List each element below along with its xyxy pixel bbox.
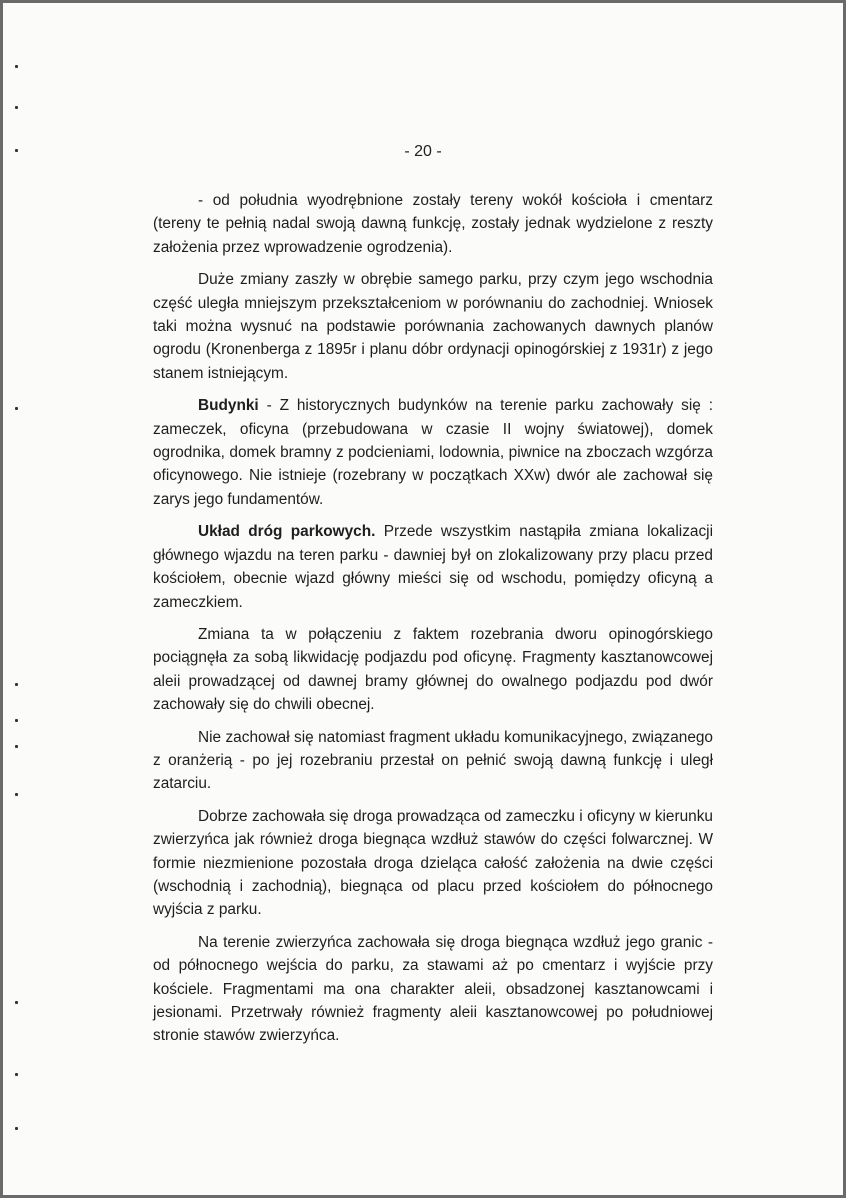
document-body bbox=[153, 189, 713, 1057]
paragraph-8: Na terenie zwierzyńca zachowała się droga biegnąca wzdłuż jego granic - od północnego wejścia do parku, za stawami aż po cmentarz i wyjście przy kościele. Fragmentami ma ona charakter aleii, obsadzonej kasztanowcami i jesionami. Przetrwały również fragmenty aleii kasztanowcowej po południowej stronie stawów zwierzyńca. bbox=[153, 933, 713, 1045]
scan-speck bbox=[15, 1073, 18, 1076]
scan-speck bbox=[15, 745, 18, 748]
scan-speck bbox=[15, 106, 18, 109]
scan-speck bbox=[15, 65, 18, 68]
page-number: - 20 - bbox=[404, 143, 442, 160]
scan-speck bbox=[15, 719, 18, 722]
scan-speck bbox=[15, 149, 18, 152]
paragraph-6: Nie zachował się natomiast fragment układu komunikacyjnego, związanego z oranżerią - po jej rozebraniu przestał on pełnić swoją dawną funkcję i uległ zatarciu. bbox=[153, 728, 713, 793]
document-page bbox=[3, 3, 843, 1195]
paragraph-5: Zmiana ta w połączeniu z faktem rozebrania dworu opinogórskiego pociągnęła za sobą likwidację podjazdu pod oficynę. Fragmenty kasztanowcowej aleii prowadzącej od dawnej bramy głównej do owalnego podjazdu pod dwór zachowały się do chwili obecnej. bbox=[153, 625, 713, 714]
paragraph-3: Budynki - Z historycznych budynków na terenie parku zachowały się : zameczek, oficyna (przebudowana w czasie II wojny światowej), domek ogrodnika, domek bramny z podcieniami, lodownia, piwnice na zboczach wzgórza oficynowego. Nie istnieje (rozebrany w początkach XXw) dwór ale zachował się zarys jego fundamentów. bbox=[153, 397, 713, 508]
paragraph-7: Dobrze zachowała się droga prowadząca od zameczku i oficyny w kierunku zwierzyńca jak również droga biegnąca wzdłuż stawów do części folwarcznej. W formie niezmienione pozostała droga dzieląca całość założenia na dwie części (wschodnią i zachodnią), biegnąca od placu przed kościołem do północnego wyjścia z parku. bbox=[153, 807, 713, 919]
section-heading-uklad-drog: Układ dróg parkowych. bbox=[198, 523, 376, 541]
scan-speck bbox=[15, 1001, 18, 1004]
section-heading-budynki: Budynki bbox=[198, 397, 259, 415]
paragraph-1: - od południa wyodrębnione zostały tereny wokół kościoła i cmentarz (tereny te pełnią nadal swoją dawną funkcję, zostały jednak wydzielone z reszty założenia przez wprowadzenie ogrodzenia). bbox=[153, 192, 713, 256]
scan-speck bbox=[15, 793, 18, 796]
scan-speck bbox=[15, 407, 18, 410]
scan-speck bbox=[15, 683, 18, 686]
paragraph-2: Duże zmiany zaszły w obrębie samego parku, przy czym jego wschodnia część uległa mniejszym przekształceniom w porównaniu do zachodniej. Wniosek taki można wysnuć na podstawie porównania zachowanych dawnych planów ogrodu (Kronenberga z 1895r i planu dóbr ordynacji opinogórskiej z 1931r) z jego stanem istniejącym. bbox=[153, 271, 713, 382]
paragraph-4: Układ dróg parkowych. Przede wszystkim nastąpiła zmiana lokalizacji głównego wjazdu na teren parku - dawniej był on zlokalizowany przy placu przed kościołem, obecnie wjazd główny mieści się od wschodu, pomiędzy oficyną a zameczkiem. bbox=[153, 523, 713, 611]
scan-speck bbox=[15, 1127, 18, 1130]
